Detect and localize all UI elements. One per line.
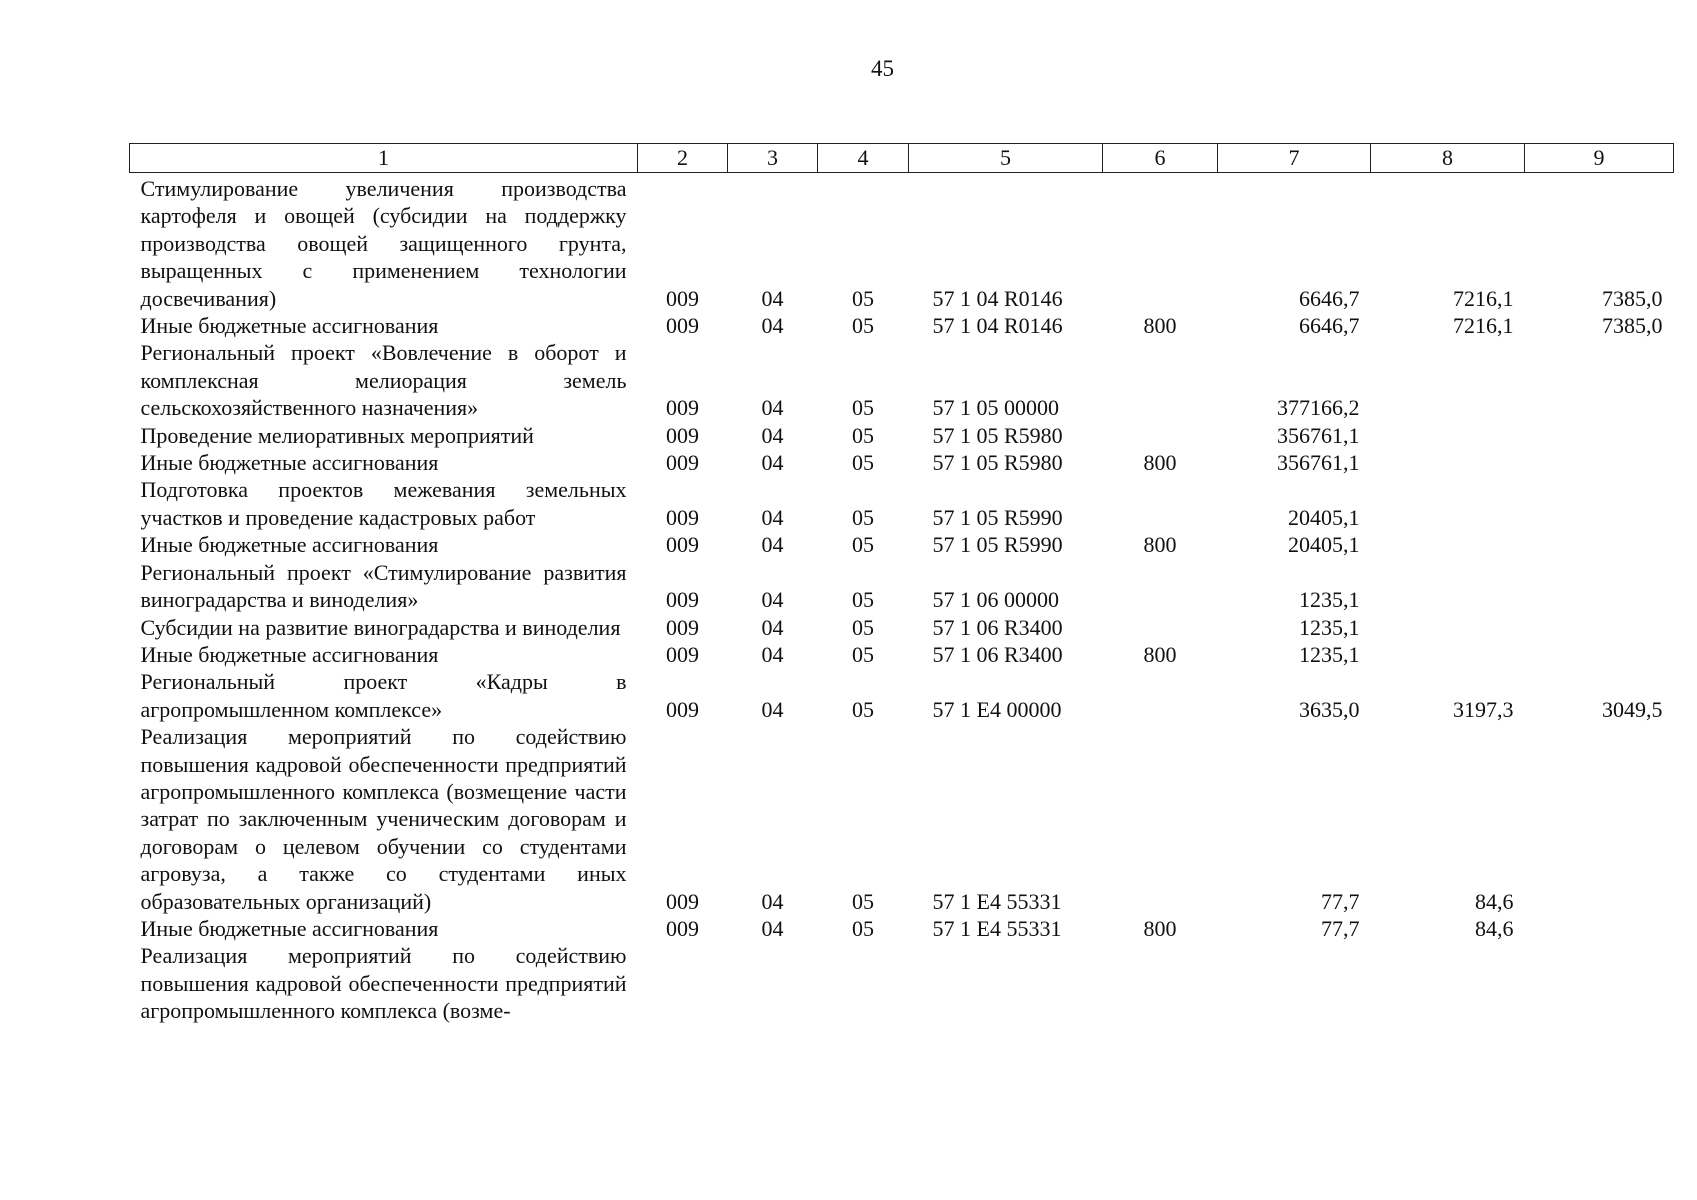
cell-amount-1: 77,7 <box>1321 888 1360 914</box>
cell-amount-2: 7216,1 <box>1453 313 1514 339</box>
column-header: 6 <box>1103 144 1218 173</box>
cell-expense-type: 800 <box>1143 313 1177 339</box>
cell-amount-2: 84,6 <box>1475 888 1514 914</box>
cell-target-code: 57 1 05 R5980 <box>932 422 1063 448</box>
page-number: 45 <box>871 56 894 81</box>
cell-amount-3 <box>1525 476 1674 531</box>
cell-amount-2: 3197,3 <box>1453 696 1514 722</box>
cell-target-code: 57 1 05 R5990 <box>932 532 1063 558</box>
cell-ministry: 009 <box>666 450 699 476</box>
cell-amount-3 <box>1525 449 1674 476</box>
table-row <box>130 476 1674 531</box>
cell-ministry: 009 <box>666 587 699 613</box>
table-row <box>130 668 1674 723</box>
cell-expense-type <box>1103 559 1218 614</box>
cell-ministry: 009 <box>666 313 699 339</box>
cell-amount-1: 356761,1 <box>1277 422 1360 448</box>
cell-subsection: 05 <box>852 450 874 476</box>
cell-amount-2 <box>1371 449 1525 476</box>
cell-section: 04 <box>761 915 784 941</box>
cell-amount-1: 6646,7 <box>1299 313 1360 339</box>
cell-target-code: 57 1 06 R3400 <box>932 641 1063 667</box>
column-header: 5 <box>909 144 1103 173</box>
table-row <box>130 641 1674 668</box>
cell-target-code: 57 1 E4 55331 <box>932 888 1062 914</box>
cell-amount-1: 1235,1 <box>1299 587 1360 613</box>
cell-amount-2: 84,6 <box>1475 915 1514 941</box>
cell-amount-3 <box>1525 942 1674 1024</box>
row-name: Подготовка проектов межевания земельных участков и проведение кадастровых работ <box>140 477 627 530</box>
cell-expense-type <box>1103 339 1218 421</box>
column-header: 9 <box>1525 144 1674 173</box>
row-name: Иные бюджетные ассигнования <box>140 532 439 558</box>
cell-ministry: 009 <box>666 696 699 722</box>
cell-target-code: 57 1 06 00000 <box>932 587 1059 613</box>
cell-amount-3: 3049,5 <box>1602 696 1663 722</box>
cell-subsection: 05 <box>852 696 874 722</box>
table-row <box>130 339 1674 421</box>
table-row <box>130 422 1674 449</box>
table-row <box>130 614 1674 641</box>
cell-amount-2 <box>1371 476 1525 531</box>
cell-amount-3 <box>1525 723 1674 915</box>
cell-expense-type: 800 <box>1143 641 1177 667</box>
cell-target-code: 57 1 05 00000 <box>932 395 1059 421</box>
table-row <box>130 915 1674 942</box>
cell-expense-type <box>1103 476 1218 531</box>
cell-expense-type: 800 <box>1143 532 1177 558</box>
cell-subsection: 05 <box>852 532 874 558</box>
cell-subsection: 05 <box>852 313 874 339</box>
budget-table <box>129 143 1674 1025</box>
row-name: Иные бюджетные ассигнования <box>140 641 439 667</box>
cell-target-code: 57 1 04 R0146 <box>932 313 1063 339</box>
cell-amount-2 <box>1371 641 1525 668</box>
cell-section <box>728 942 818 1024</box>
cell-amount-1: 3635,0 <box>1299 696 1360 722</box>
cell-expense-type <box>1103 942 1218 1024</box>
table-row <box>130 723 1674 915</box>
cell-target-code <box>909 942 1103 1024</box>
cell-target-code: 57 1 04 R0146 <box>932 285 1063 311</box>
column-header: 3 <box>728 144 818 173</box>
cell-amount-2 <box>1371 422 1525 449</box>
cell-section: 04 <box>761 888 784 914</box>
cell-section: 04 <box>761 532 784 558</box>
row-name: Проведение мелиоративных мероприятий <box>140 422 534 448</box>
cell-amount-3 <box>1525 559 1674 614</box>
cell-amount-3 <box>1525 641 1674 668</box>
cell-amount-1: 377166,2 <box>1277 395 1360 421</box>
cell-amount-3 <box>1525 915 1674 942</box>
cell-amount-3: 7385,0 <box>1602 285 1663 311</box>
cell-amount-3 <box>1525 422 1674 449</box>
cell-ministry: 009 <box>666 422 699 448</box>
cell-ministry: 009 <box>666 915 699 941</box>
cell-amount-1: 6646,7 <box>1299 285 1360 311</box>
row-name: Региональный проект «Стимулирование развития виноградарства и виноделия» <box>140 559 627 613</box>
cell-expense-type <box>1103 173 1218 313</box>
column-header: 1 <box>130 144 638 173</box>
cell-ministry <box>638 942 728 1024</box>
cell-section: 04 <box>761 614 784 640</box>
table-row <box>130 173 1674 313</box>
cell-subsection: 05 <box>852 888 874 914</box>
cell-subsection <box>818 942 909 1024</box>
cell-target-code: 57 1 05 R5980 <box>932 450 1063 476</box>
cell-expense-type <box>1103 668 1218 723</box>
cell-ministry: 009 <box>666 395 699 421</box>
cell-target-code: 57 1 E4 00000 <box>932 696 1062 722</box>
column-number-header <box>130 144 1674 173</box>
table-row <box>130 312 1674 339</box>
cell-expense-type <box>1103 422 1218 449</box>
cell-amount-2: 7216,1 <box>1453 285 1514 311</box>
cell-section: 04 <box>761 696 784 722</box>
cell-section: 04 <box>761 313 784 339</box>
column-header: 2 <box>638 144 728 173</box>
cell-section: 04 <box>761 285 784 311</box>
row-name: Региональный проект «Вовлечение в оборот и комплексная мелиорация земель сельскохозяйственного назначения» <box>140 340 627 421</box>
column-header: 8 <box>1371 144 1525 173</box>
row-name: Стимулирование увеличения производства картофеля и овощей (субсидии на поддержку производства овощей защищенного грунта, выращенных с применением технологии досвечивания) <box>140 176 627 311</box>
cell-expense-type <box>1103 723 1218 915</box>
table-row <box>130 942 1674 1024</box>
cell-section: 04 <box>761 422 784 448</box>
cell-section: 04 <box>761 587 784 613</box>
cell-amount-1: 356761,1 <box>1277 450 1360 476</box>
cell-section: 04 <box>761 504 784 530</box>
cell-target-code: 57 1 E4 55331 <box>932 915 1062 941</box>
cell-subsection: 05 <box>852 395 874 421</box>
cell-amount-2 <box>1371 614 1525 641</box>
cell-amount-3 <box>1525 339 1674 421</box>
cell-ministry: 009 <box>666 641 699 667</box>
cell-expense-type: 800 <box>1143 450 1177 476</box>
column-header: 7 <box>1218 144 1371 173</box>
cell-ministry: 009 <box>666 614 699 640</box>
cell-ministry: 009 <box>666 285 699 311</box>
cell-amount-1: 20405,1 <box>1288 504 1360 530</box>
cell-expense-type <box>1103 614 1218 641</box>
cell-amount-1 <box>1218 942 1371 1024</box>
column-header: 4 <box>818 144 909 173</box>
cell-ministry: 009 <box>666 532 699 558</box>
cell-section: 04 <box>761 395 784 421</box>
cell-subsection: 05 <box>852 614 874 640</box>
table-row <box>130 449 1674 476</box>
cell-amount-2 <box>1371 942 1525 1024</box>
cell-amount-3: 7385,0 <box>1602 313 1663 339</box>
cell-target-code: 57 1 06 R3400 <box>932 614 1063 640</box>
row-name: Иные бюджетные ассигнования <box>140 450 439 476</box>
cell-subsection: 05 <box>852 915 874 941</box>
cell-amount-1: 1235,1 <box>1299 614 1360 640</box>
table-row <box>130 531 1674 558</box>
cell-subsection: 05 <box>852 641 874 667</box>
cell-target-code: 57 1 05 R5990 <box>932 504 1063 530</box>
cell-subsection: 05 <box>852 504 874 530</box>
table-row <box>130 559 1674 614</box>
row-name: Субсидии на развитие виноградарства и виноделия <box>140 614 621 640</box>
cell-amount-3 <box>1525 614 1674 641</box>
row-name: Иные бюджетные ассигнования <box>140 313 439 339</box>
cell-subsection: 05 <box>852 587 874 613</box>
cell-ministry: 009 <box>666 504 699 530</box>
row-name: Региональный проект «Кадры в агропромышленном комплексе» <box>140 669 627 722</box>
cell-ministry: 009 <box>666 888 699 914</box>
cell-expense-type: 800 <box>1143 915 1177 941</box>
cell-amount-1: 77,7 <box>1321 915 1360 941</box>
cell-subsection: 05 <box>852 422 874 448</box>
cell-section: 04 <box>761 450 784 476</box>
cell-amount-2 <box>1371 559 1525 614</box>
cell-amount-1: 20405,1 <box>1288 532 1360 558</box>
row-name: Реализация мероприятий по содействию повышения кадровой обеспеченности предприятий агропромышленного комплекса (возме- <box>140 943 627 1024</box>
cell-amount-3 <box>1525 531 1674 558</box>
cell-amount-2 <box>1371 339 1525 421</box>
row-name: Реализация мероприятий по содействию повышения кадровой обеспеченности предприятий агропромышленного комплекса (возмещение части затрат по заключенным ученическим договорам и договорам о целевом обучении со студентами агровуза, а также со студентами иных образовательных организаций) <box>140 724 627 914</box>
row-name: Иные бюджетные ассигнования <box>140 915 439 941</box>
cell-section: 04 <box>761 641 784 667</box>
cell-amount-2 <box>1371 531 1525 558</box>
cell-subsection: 05 <box>852 285 874 311</box>
cell-amount-1: 1235,1 <box>1299 641 1360 667</box>
